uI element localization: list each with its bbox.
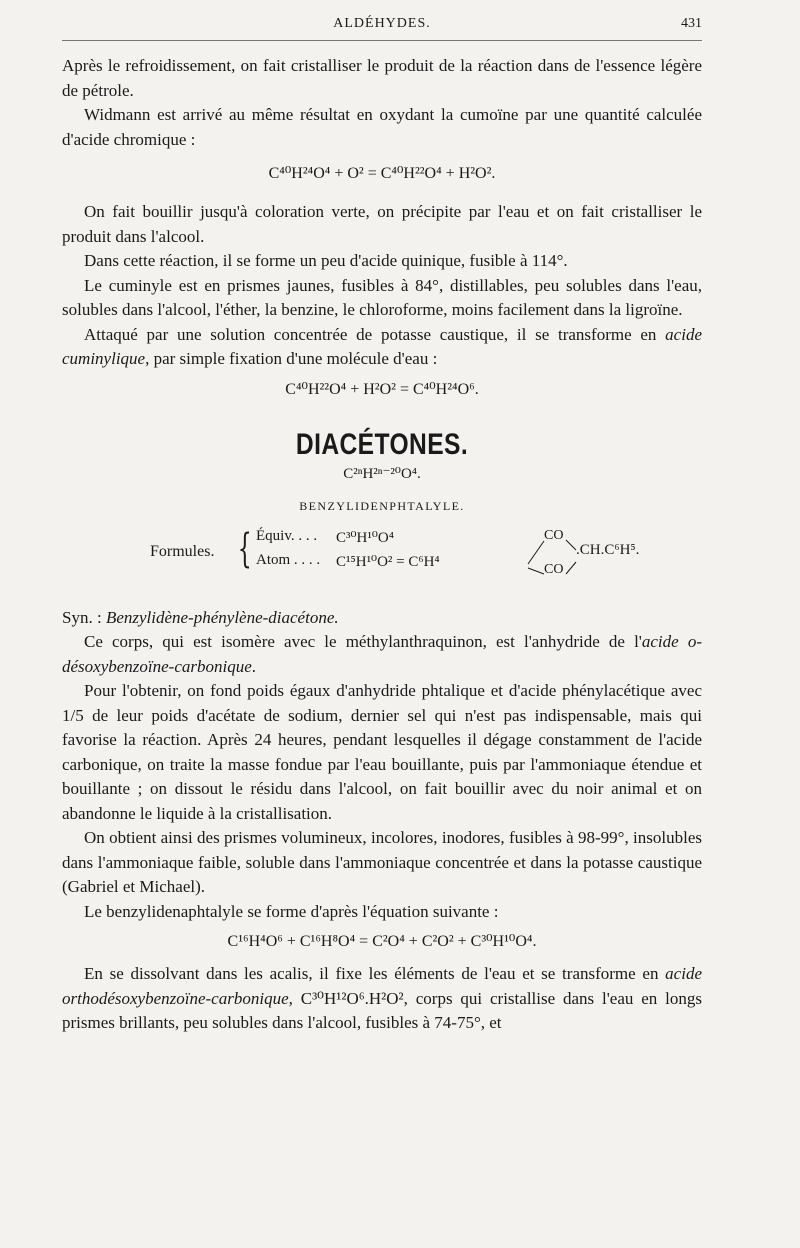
section-general-formula: C²ⁿH²ⁿ⁻²⁰O⁴. (343, 465, 421, 482)
chemical-equation: C⁴⁰H²⁴O⁴ + O² = C⁴⁰H²²O⁴ + H²O². (268, 165, 496, 182)
text-run: . (251, 656, 257, 676)
text-run: , par simple fixation d'une molécule d'eau : (145, 349, 438, 368)
italic-term: acide cuminylique (62, 324, 702, 368)
text-run: En se dissolvant dans les acalis, il fixe les éléments de l'eau et se transforme en (84, 964, 666, 983)
synonym-line (62, 606, 702, 631)
structural-formula (472, 528, 702, 580)
bond-lines (472, 528, 582, 580)
page-header (62, 14, 702, 41)
compound-heading: BENZYLIDENPHTALYLE. (299, 498, 465, 513)
running-head: ALDÉHYDES. (333, 16, 431, 31)
text-run: Attaqué par une solution concentrée de potasse caustique, il se transforme en (84, 324, 666, 344)
paragraph: Le cuminyle est en prismes jaunes, fusibles à 84°, distillables, peu solubles dans l'eau, solubles dans l'alcool, l'éther, la benzine, le chloroforme, moins facilement dans la ligroïne. (62, 275, 702, 319)
co-group-top: CO (544, 527, 564, 543)
chemical-equation: C¹⁶H⁴O⁶ + C¹⁶H⁸O⁴ = C²O⁴ + C²O² + C³⁰H¹⁰O⁴. (227, 933, 537, 950)
paragraph (62, 323, 702, 372)
chemical-equation: C⁴⁰H²²O⁴ + H²O² = C⁴⁰H²⁴O⁶. (285, 380, 479, 398)
paragraph (62, 962, 702, 1036)
text-run: , C³⁰H¹²O⁶.H²O², corps qui cristallise dans l'eau en longs prismes brillants, peu solubles dans l'alcool, fusibles à 74-75°, et (62, 988, 702, 1032)
synonym-name: Benzylidène-phénylène-diacétone. (105, 607, 339, 627)
text-run: Ce corps, qui est isomère avec le méthylanthraquinon, est l'anhydride de l' (84, 632, 642, 651)
italic-term: acide orthodésoxybenzoïne-carbonique (62, 964, 702, 1008)
co-group-bottom: CO (544, 561, 564, 577)
atom-formula: C¹⁵H¹⁰O² = C⁶H⁴ (336, 553, 440, 570)
formulas-label: Formules. (150, 542, 215, 560)
paragraph: On fait bouillir jusqu'à coloration verte, on précipite par l'eau et on fait cristalliser le produit dans l'alcool. (62, 202, 702, 246)
italic-term: acide o-désoxybenzoïne-carbonique (62, 632, 702, 676)
equiv-formula: C³⁰H¹⁰O⁴ (336, 529, 394, 546)
atom-label: Atom . . . . (256, 551, 321, 568)
section-title: DIACÉTONES. (295, 427, 469, 461)
synonym-label: Syn. : (62, 607, 106, 627)
paragraph: Après le refroidissement, on fait cristalliser le produit de la réaction dans de l'essence légère de pétrole. (62, 56, 702, 100)
page-number: 431 (681, 16, 702, 31)
brace-glyph: { (237, 525, 252, 572)
paragraph: Widmann est arrivé au même résultat en oxydant la cumoïne par une quantité calculée d'acide chromique : (62, 105, 702, 149)
page-body (62, 54, 702, 1036)
paragraph (62, 630, 702, 679)
equiv-label: Équiv. . . . (256, 527, 318, 544)
paragraph: Pour l'obtenir, on fond poids égaux d'anhydride phtalique et d'acide phénylacétique avec 1/5 de leur poids d'acétate de sodium, dernier sel qui n'est pas indispensable, mais qui favorise la réaction. Après 24 heures, pendant lesquelles il dégage constamment de l'acide carbonique, on traite la masse fondue par l'eau bouillante, puis par l'ammoniaque étendue et bouillante ; on dissout le résidu dans l'alcool, on fait bouillir avec du noir animal et on abandonne le liquide à la cristallisation. (62, 681, 702, 823)
paragraph: On obtient ainsi des prismes volumineux, incolores, inodores, fusibles à 98-99°, insolubles dans l'ammoniaque faible, soluble dans l'ammoniaque concentrée et dans la potasse caustique (Gabriel et Michael). (62, 828, 702, 896)
paragraph: Dans cette réaction, il se forme un peu d'acide quinique, fusible à 114°. (84, 251, 568, 270)
structure-tail: .CH.C⁶H⁵. (576, 541, 640, 558)
formula-block (62, 526, 702, 582)
paragraph: Le benzylidenaphtalyle se forme d'après l'équation suivante : (84, 901, 499, 921)
